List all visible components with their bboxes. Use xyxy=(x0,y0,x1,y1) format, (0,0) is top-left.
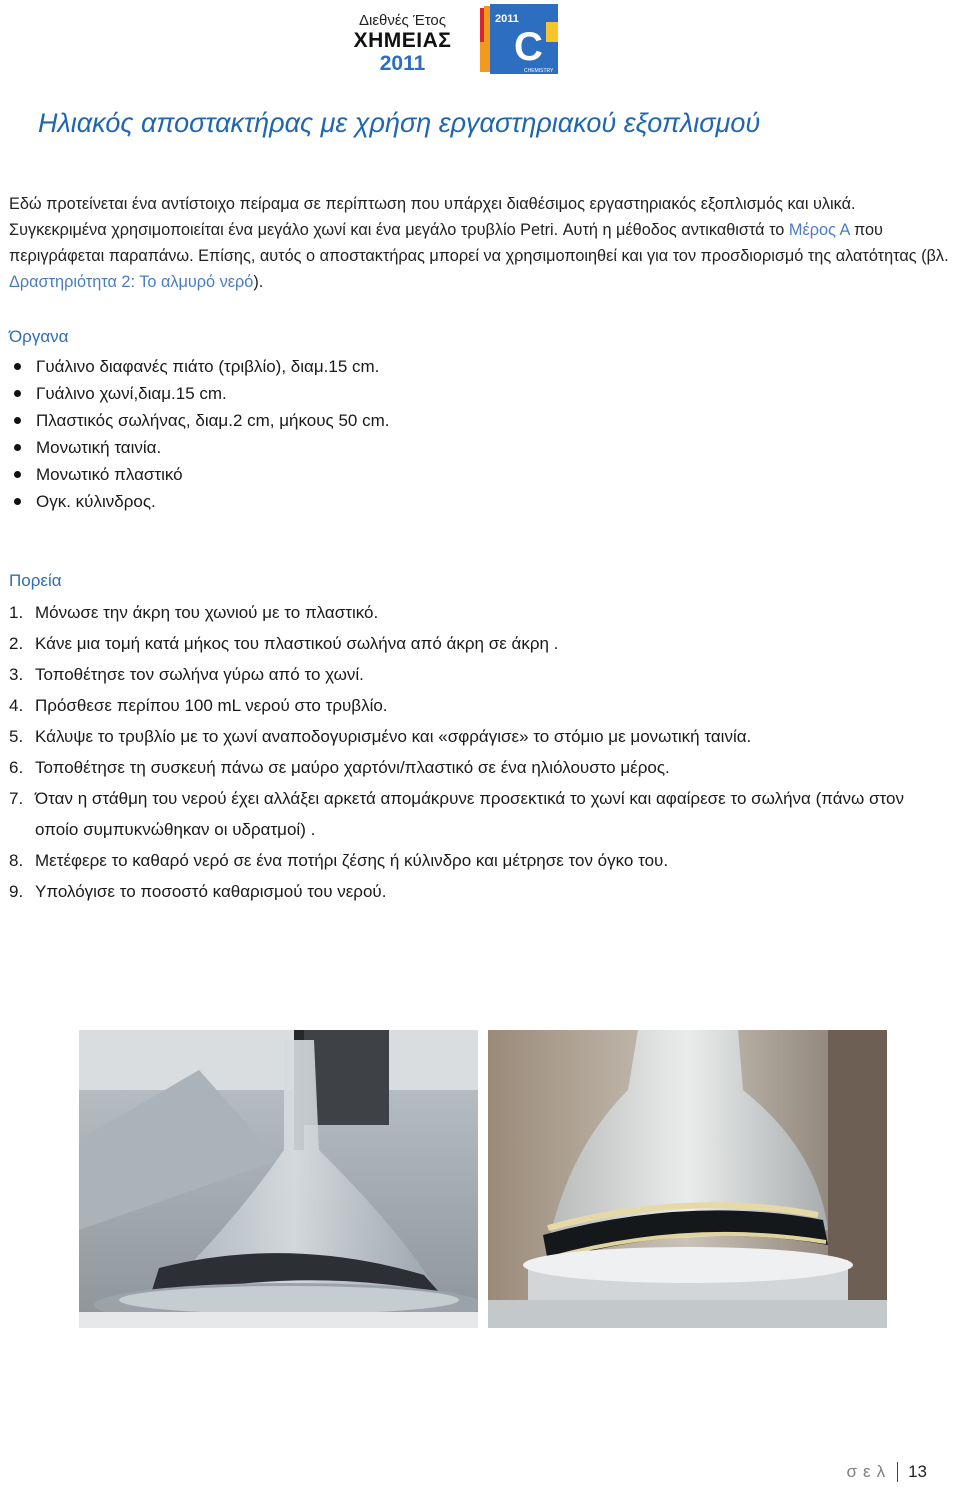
procedure-list xyxy=(9,597,949,907)
intro-text-2: που περιγράφεται παραπάνω. Επίσης, αυτός ο αποστακτήρας μπορεί να χρησιμοποιηθεί και για τον προσδιορισμό της αλατότητας (βλ. xyxy=(9,221,949,265)
intro-text-3: ). xyxy=(253,273,264,291)
equipment-list xyxy=(12,353,389,515)
equipment-heading: Όργανα xyxy=(9,327,69,346)
badge-letter: C xyxy=(514,25,543,69)
badge-word: CHEMISTRY xyxy=(524,68,554,74)
link-activity-2[interactable]: Δραστηριότητα 2: Το αλμυρό νερό xyxy=(9,273,254,291)
step-item: 5. Κάλυψε το τρυβλίο με το χωνί αναποδογυρισμένο και «σφράγισε» το στόμιο με μονωτική ταινία. xyxy=(9,727,752,746)
badge-year: 2011 xyxy=(495,13,519,25)
step-item: 3. Τοποθέτησε τον σωλήνα γύρω από το χωνί. xyxy=(9,665,364,684)
footer-divider xyxy=(897,1462,898,1482)
step-item: 1. Μόνωσε την άκρη του χωνιού με το πλαστικό. xyxy=(9,603,379,622)
logo-line-1: Διεθνές Έτος xyxy=(358,12,446,29)
step-item: 4. Πρόσθεσε περίπου 100 mL νερού στο τρυβλίο. xyxy=(9,696,388,715)
bullet-icon xyxy=(14,390,21,397)
step-item: 7. Όταν η στάθμη του νερού έχει αλλάξει αρκετά απομάκρυνε προσεκτικά το χωνί και αφαίρεσε το σωλήνα (πάνω στον οποίο συμπυκνώθηκαν οι υδρατμοί) . xyxy=(9,789,904,839)
list-item: Μονωτικό πλαστικό xyxy=(12,461,389,488)
bullet-icon xyxy=(14,363,21,370)
page-footer xyxy=(847,1462,928,1482)
bullet-icon xyxy=(14,471,21,478)
photo-funnel-on-petri-dish xyxy=(79,1030,478,1328)
list-item: Ογκ. κύλινδρος. xyxy=(12,488,389,515)
iyc-logo-text xyxy=(330,12,475,76)
list-item: Γυάλινο χωνί,διαμ.15 cm. xyxy=(12,380,389,407)
list-item: Γυάλινο διαφανές πιάτο (τριβλίο), διαμ.15 cm. xyxy=(12,353,389,380)
bullet-icon xyxy=(14,498,21,505)
logo-line-3: 2011 xyxy=(379,52,426,75)
step-item: 2. Κάνε μια τομή κατά μήκος του πλαστικού σωλήνα από άκρη σε άκρη . xyxy=(9,634,559,653)
page-title: Ηλιακός αποστακτήρας με χρήση εργαστηριακού εξοπλισμού xyxy=(38,108,761,138)
list-item: Πλαστικός σωλήνας, διαμ.2 cm, μήκους 50 cm. xyxy=(12,407,389,434)
photo-funnel-with-black-tube xyxy=(488,1030,887,1328)
iyc-2011-logo-icon xyxy=(480,2,566,78)
link-part-a[interactable]: Μέρος Α xyxy=(788,221,850,239)
intro-text-1: Εδώ προτείνεται ένα αντίστοιχο πείραμα σε περίπτωση που υπάρχει διαθέσιμος εργαστηριακός εξοπλισμός και υλικά. Συγκεκριμένα χρησιμοποιείται ένα μεγάλο χωνί και ένα μεγάλο τρυβλίο Petri. Αυτή η μέθοδος αντικαθιστά το xyxy=(9,195,856,239)
intro-paragraph xyxy=(9,191,951,295)
logo-line-2: ΧΗΜΕΙΑΣ xyxy=(353,29,452,52)
procedure-heading: Πορεία xyxy=(9,571,62,590)
step-item: 6. Τοποθέτησε τη συσκευή πάνω σε μαύρο χαρτόνι/πλαστικό σε ένα ηλιόλουστο μέρος. xyxy=(9,758,670,777)
step-item: 9. Υπολόγισε το ποσοστό καθαρισμού του νερού. xyxy=(9,882,387,901)
step-item: 8. Μετέφερε το καθαρό νερό σε ένα ποτήρι ζέσης ή κύλινδρο και μέτρησε τον όγκο του. xyxy=(9,851,669,870)
list-item: Μονωτική ταινία. xyxy=(12,434,389,461)
bullet-icon xyxy=(14,444,21,451)
page-number: 13 xyxy=(908,1462,927,1481)
page-label: σελ xyxy=(846,1462,892,1481)
bullet-icon xyxy=(14,417,21,424)
